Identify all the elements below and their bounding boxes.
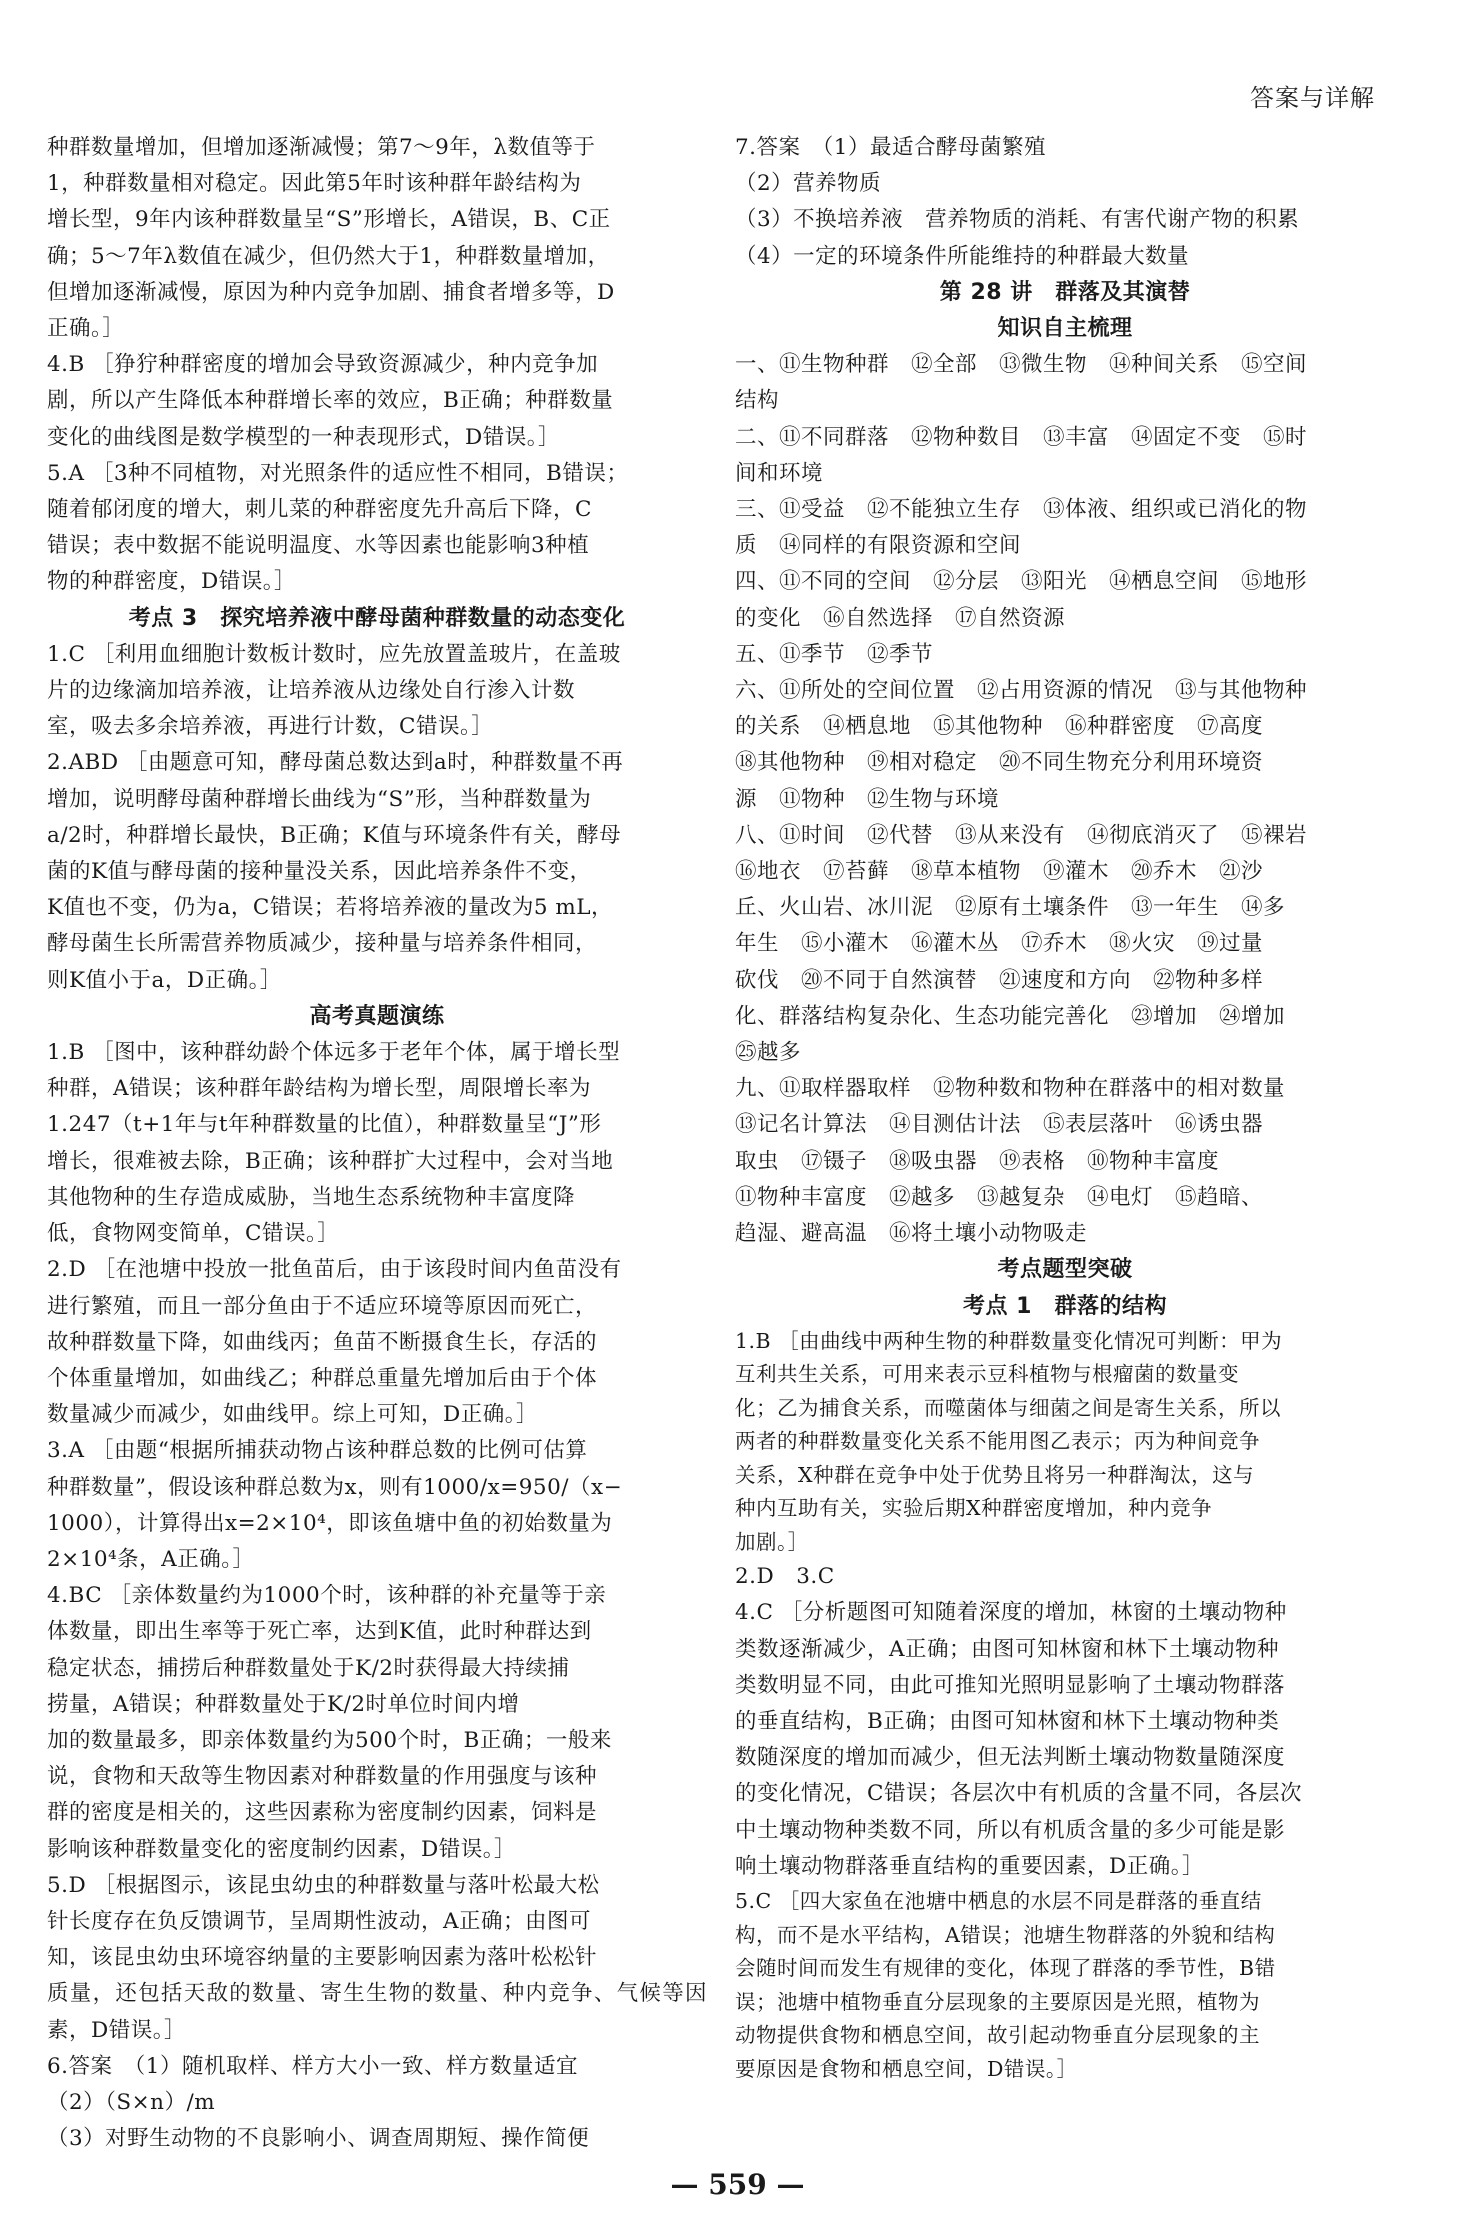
text-line: 7.答案 （1）最适合酵母菌繁殖 xyxy=(735,135,1046,160)
text-line: 的变化 ⑯自然选择 ⑰自然资源 xyxy=(735,605,1066,631)
text-line: 源 ⑪物种 ⑫生物与环境 xyxy=(735,786,1000,812)
text-line: 正确。］ xyxy=(47,316,125,342)
text-line: 5.C ［四大家鱼在池塘中栖息的水层不同是群落的垂直结 xyxy=(735,1889,1262,1914)
text-line: 个体重量增加，如曲线乙；种群总重量先增加后由于个体 xyxy=(47,1365,598,1391)
answer-exam-q6 xyxy=(47,2049,707,2158)
text-line: 数量减少而减少，如曲线甲。综上可知，D正确。］ xyxy=(47,1402,538,1428)
answer-exam-q1 xyxy=(47,1035,707,1252)
text-line: ⑬记名计算法 ⑭目测估计法 ⑮表层落叶 ⑯诱虫器 xyxy=(735,1112,1264,1138)
answer-t-q5 xyxy=(735,1885,1395,2086)
text-line: 年生 ⑮小灌木 ⑯灌木丛 ⑰乔木 ⑱火灾 ⑲过量 xyxy=(735,931,1264,957)
text-line: 片的边缘滴加培养液，让培养液从边缘处自行渗入计数 xyxy=(47,678,576,704)
section-title-exam: 高考真题演练 xyxy=(309,1003,445,1029)
text-line: 四、⑪不同的空间 ⑫分层 ⑬阳光 ⑭栖息空间 ⑮地形 xyxy=(735,569,1308,595)
text-line: 八、⑪时间 ⑫代替 ⑬从来没有 ⑭彻底消灭了 ⑮裸岩 xyxy=(735,822,1308,848)
intro-paragraph xyxy=(47,130,707,347)
text-line: 说，食物和天敌等生物因素对种群数量的作用强度与该种 xyxy=(47,1764,598,1790)
text-line: 5.A ［3种不同植物，对光照条件的适应性不相同，B错误； xyxy=(47,460,629,486)
text-line: 5.D ［根据图示，该昆虫幼虫的种群数量与落叶松最大松 xyxy=(47,1872,600,1898)
answer-exam-q2 xyxy=(47,1252,707,1433)
text-line: 结构 xyxy=(735,388,780,414)
text-line: 2×10⁴条，A正确。］ xyxy=(47,1546,255,1572)
text-line: 影响该种群数量变化的密度制约因素，D错误。］ xyxy=(47,1836,516,1862)
text-line: 室，吸去多余培养液，再进行计数，C错误。］ xyxy=(47,714,494,740)
text-line: 体数量，即出生率等于死亡率，达到K值，此时种群达到 xyxy=(47,1619,592,1645)
answer-exam-q5 xyxy=(47,1868,707,2049)
text-line: 2.D ［在池塘中投放一批鱼苗后，由于该段时间内鱼苗没有 xyxy=(47,1257,622,1283)
text-line: 中土壤动物种类数不同，所以有机质含量的多少可能是影 xyxy=(735,1817,1286,1843)
text-line: 加剧。］ xyxy=(735,1529,809,1554)
text-line: 间和环境 xyxy=(735,460,824,486)
text-line: 的关系 ⑭栖息地 ⑮其他物种 ⑯种群密度 ⑰高度 xyxy=(735,714,1264,740)
text-line: 确；5～7年λ数值在减少，但仍然大于1，种群数量增加， xyxy=(47,243,610,269)
right-column xyxy=(735,130,1395,2086)
knowledge-title: 知识自主梳理 xyxy=(997,316,1133,342)
text-line: 增长，很难被去除，B正确；该种群扩大过程中，会对当地 xyxy=(47,1148,614,1174)
text-line: K值也不变，仍为a，C错误；若将培养液的量改为5 mL， xyxy=(47,895,614,921)
text-line: 1000），计算得出x=2×10⁴，即该鱼塘中鱼的初始数量为 xyxy=(47,1510,613,1536)
text-line: 会随时间而发生有规律的变化，体现了群落的季节性，B错 xyxy=(735,1956,1276,1981)
text-line: 其他物种的生存造成威胁，当地生态系统物种丰富度降 xyxy=(47,1184,576,1210)
answer-q7 xyxy=(735,130,1395,275)
text-line: 增长型，9年内该种群数量呈“S”形增长，A错误，B、C正 xyxy=(47,207,611,233)
text-line: 取虫 ⑰镊子 ⑱吸虫器 ⑲表格 ⑩物种丰富度 xyxy=(735,1148,1220,1174)
answer-s3-q1 xyxy=(47,637,707,746)
text-line: 低，食物网变简单，C错误。］ xyxy=(47,1221,340,1247)
topic1-title: 考点 1 群落的结构 xyxy=(963,1293,1167,1319)
text-line: 动物提供食物和栖息空间，故引起动物垂直分层现象的主 xyxy=(735,2023,1260,2048)
left-column xyxy=(47,130,707,2157)
text-line: （2）营养物质 xyxy=(735,171,882,197)
section-title-topic3: 考点 3 探究培养液中酵母菌种群数量的动态变化 xyxy=(128,605,626,631)
breakthrough-title: 考点题型突破 xyxy=(997,1257,1133,1283)
text-line: 质量，还包括天敌的数量、寄生生物的数量、种内竞争、气候等因素，D错误。］ xyxy=(47,1981,707,2043)
text-line: 2.ABD ［由题意可知，酵母菌总数达到a时，种群数量不再 xyxy=(47,750,624,776)
text-line: 但增加逐渐减慢，原因为种内竞争加剧、捕食者增多等，D xyxy=(47,279,615,305)
text-line: 酵母菌生长所需营养物质减少，接种量与培养条件相同， xyxy=(47,931,598,957)
text-line: （2）（S×n）/m xyxy=(47,2089,216,2115)
text-line: 错误；表中数据不能说明温度、水等因素也能影响3种植 xyxy=(47,533,590,559)
text-line: 类数逐渐减少，A正确；由图可知林窗和林下土壤动物种 xyxy=(735,1636,1280,1662)
text-line: 针长度存在负反馈调节，呈周期性波动，A正确；由图可 xyxy=(47,1908,592,1934)
text-line: 群的密度是相关的，这些因素称为密度制约因素，饲料是 xyxy=(47,1800,598,1826)
text-line: 两者的种群数量变化关系不能用图乙表示；丙为种间竞争 xyxy=(735,1429,1260,1454)
text-line: ⑱其他物种 ⑲相对稳定 ⑳不同生物充分利用环境资 xyxy=(735,750,1264,776)
text-line: 随着郁闭度的增大，刺儿菜的种群密度先升高后下降，C xyxy=(47,497,592,523)
text-line: 种群，A错误；该种群年龄结构为增长型，周限增长率为 xyxy=(47,1076,592,1102)
text-line: 变化的曲线图是数学模型的一种表现形式，D错误。］ xyxy=(47,424,560,450)
answer-q5 xyxy=(47,456,707,601)
answer-t-q4 xyxy=(735,1595,1395,1885)
text-line: 剧，所以产生降低本种群增长率的效应，B正确；种群数量 xyxy=(47,388,614,414)
text-line: 1.B ［图中，该种群幼龄个体远多于老年个体，属于增长型 xyxy=(47,1040,621,1066)
text-line: 质 ⑭同样的有限资源和空间 xyxy=(735,533,1022,559)
answer-q4 xyxy=(47,347,707,456)
text-line: 化；乙为捕食关系，而噬菌体与细菌之间是寄生关系，所以 xyxy=(735,1395,1281,1420)
text-line: 二、⑪不同群落 ⑫物种数目 ⑬丰富 ⑭固定不变 ⑮时 xyxy=(735,424,1308,450)
text-line: 6.答案 （1）随机取样、样方大小一致、样方数量适宜 xyxy=(47,2053,578,2079)
answer-exam-q4 xyxy=(47,1578,707,1868)
answer-t-q1 xyxy=(735,1325,1395,1560)
text-line: 种群数量”，假设该种群总数为x，则有1000/x=950/（x− xyxy=(47,1474,623,1500)
answer-s3-q2 xyxy=(47,745,707,998)
text-line: 数随深度的增加而减少，但无法判断土壤动物数量随深度 xyxy=(735,1745,1286,1771)
text-line: 的变化情况，C错误；各层次中有机质的含量不同，各层次 xyxy=(735,1781,1302,1807)
text-line: 4.C ［分析题图可知随着深度的增加，林窗的土壤动物种 xyxy=(735,1600,1287,1626)
text-line: 五、⑪季节 ⑫季节 xyxy=(735,641,934,667)
text-line: 增加，说明酵母菌种群增长曲线为“S”形，当种群数量为 xyxy=(47,786,592,812)
text-line: 知，该昆虫幼虫环境容纳量的主要影响因素为落叶松松针 xyxy=(47,1945,598,1971)
running-head: 答案与详解 xyxy=(1250,84,1375,112)
text-line: 误；池塘中植物垂直分层现象的主要原因是光照，植物为 xyxy=(735,1989,1260,2014)
text-line: 4.B ［狰狞种群密度的增加会导致资源减少，种内竞争加 xyxy=(47,352,599,378)
text-line: 则K值小于a，D正确。］ xyxy=(47,967,282,993)
text-line: 故种群数量下降，如曲线丙；鱼苗不断摄食生长，存活的 xyxy=(47,1329,598,1355)
text-line: 种群数量增加，但增加逐渐减慢；第7～9年，λ数值等于 xyxy=(47,135,596,160)
text-line: 的垂直结构，B正确；由图可知林窗和林下土壤动物种类 xyxy=(735,1709,1280,1735)
answer-t-q23: 2.D 3.C xyxy=(735,1564,835,1590)
text-line: （3）不换培养液 营养物质的消耗、有害代谢产物的积累 xyxy=(735,207,1300,233)
text-line: 物的种群密度，D错误。］ xyxy=(47,569,296,595)
text-line: 种内互助有关，实验后期X种群密度增加，种内竞争 xyxy=(735,1496,1213,1521)
text-line: 3.A ［由题“根据所捕获动物占该种群总数的比例可估算 xyxy=(47,1438,588,1464)
text-line: 1，种群数量相对稳定。因此第5年时该种群年龄结构为 xyxy=(47,171,582,197)
text-line: 菌的K值与酵母菌的接种量没关系，因此培养条件不变， xyxy=(47,859,592,885)
text-line: （4）一定的环境条件所能维持的种群最大数量 xyxy=(735,243,1190,269)
text-line: 一、⑪生物种群 ⑫全部 ⑬微生物 ⑭种间关系 ⑮空间 xyxy=(735,352,1308,378)
text-line: 进行繁殖，而且一部分鱼由于不适应环境等原因而死亡， xyxy=(47,1293,598,1319)
text-line: 1.C ［利用血细胞计数板计数时，应先放置盖玻片，在盖玻 xyxy=(47,641,621,667)
text-line: ⑯地衣 ⑰苔藓 ⑱草本植物 ⑲灌木 ⑳乔木 ㉑沙 xyxy=(735,859,1264,885)
lecture-title: 第 28 讲 群落及其演替 xyxy=(939,279,1191,305)
text-line: 1.B ［由曲线中两种生物的种群数量变化情况可判断：甲为 xyxy=(735,1328,1283,1353)
text-line: 九、⑪取样器取样 ⑫物种数和物种在群落中的相对数量 xyxy=(735,1076,1286,1102)
text-line: 丘、火山岩、冰川泥 ⑫原有土壤条件 ⑬一年生 ⑭多 xyxy=(735,895,1286,921)
text-line: 类数明显不同，由此可推知光照明显影响了土壤动物群落 xyxy=(735,1672,1286,1698)
text-line: 三、⑪受益 ⑫不能独立生存 ⑬体液、组织或已消化的物 xyxy=(735,497,1308,523)
text-line: 捞量，A错误；种群数量处于K/2时单位时间内增 xyxy=(47,1691,520,1717)
answer-exam-q3 xyxy=(47,1433,707,1578)
text-line: 六、⑪所处的空间位置 ⑫占用资源的情况 ⑬与其他物种 xyxy=(735,678,1308,704)
text-line: 砍伐 ⑳不同于自然演替 ㉑速度和方向 ㉒物种多样 xyxy=(735,967,1264,993)
text-line: 响土壤动物群落垂直结构的重要因素，D正确。］ xyxy=(735,1853,1204,1879)
text-line: 4.BC ［亲体数量约为1000个时，该种群的补充量等于亲 xyxy=(47,1583,607,1609)
text-line: （3）对野生动物的不良影响小、调查周期短、操作简便 xyxy=(47,2126,590,2152)
text-line: 构，而不是水平结构，A错误；池塘生物群落的外貌和结构 xyxy=(735,1922,1276,1947)
knowledge-list xyxy=(735,347,1395,1252)
text-line: 趋湿、避高温 ⑯将土壤小动物吸走 xyxy=(735,1221,1088,1247)
text-line: 稳定状态，捕捞后种群数量处于K/2时获得最大持续捕 xyxy=(47,1655,570,1681)
text-line: ⑪物种丰富度 ⑫越多 ⑬越复杂 ⑭电灯 ⑮趋暗、 xyxy=(735,1184,1264,1210)
text-line: 化、群落结构复杂化、生态功能完善化 ㉓增加 ㉔增加 xyxy=(735,1003,1286,1029)
text-line: 加的数量最多，即亲体数量约为500个时，B正确；一般来 xyxy=(47,1727,612,1753)
text-line: 1.247（t+1年与t年种群数量的比值），种群数量呈“J”形 xyxy=(47,1112,602,1138)
text-line: 要原因是食物和栖息空间，D错误。］ xyxy=(735,2056,1078,2081)
text-line: 互利共生关系，可用来表示豆科植物与根瘤菌的数量变 xyxy=(735,1362,1239,1387)
page-number: — 559 — xyxy=(670,2168,805,2201)
text-line: a/2时，种群增长最快，B正确；K值与环境条件有关，酵母 xyxy=(47,822,622,848)
text-line: ㉕越多 xyxy=(735,1040,802,1066)
text-line: 关系，X种群在竞争中处于优势且将另一种群淘汰，这与 xyxy=(735,1462,1255,1487)
